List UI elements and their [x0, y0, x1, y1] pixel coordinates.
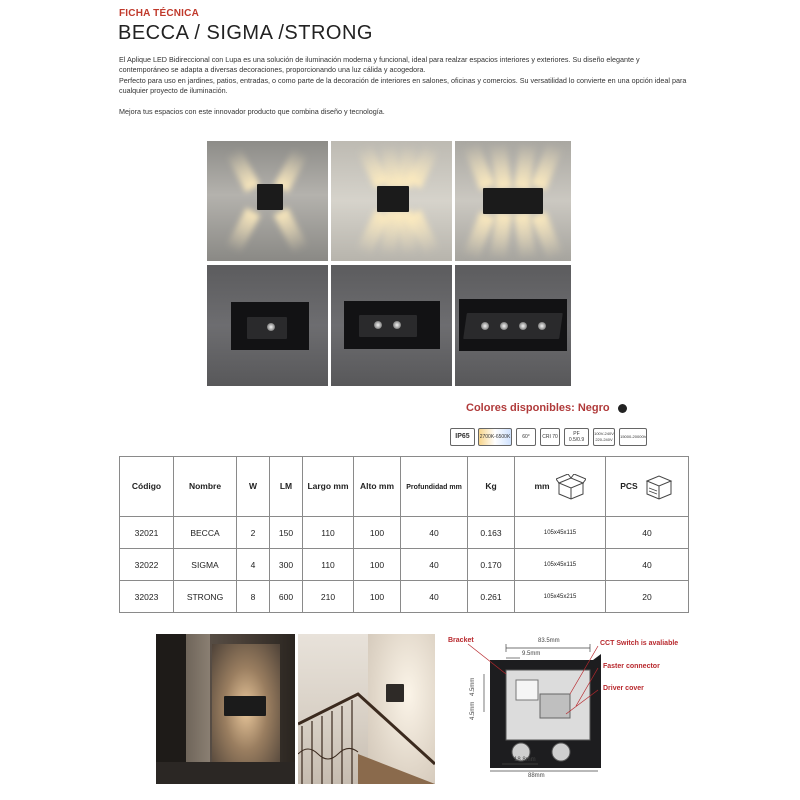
- dimension-label: 4.5mm: [470, 677, 476, 696]
- lifespan-icon: 15000-20000h: [619, 428, 647, 446]
- header-code: Código: [120, 457, 174, 517]
- page-title: BECCA / SIGMA /STRONG: [118, 22, 373, 44]
- header-depth-label: Profundidad mm: [406, 483, 462, 491]
- cell-watts: 2: [237, 517, 270, 549]
- table-header-row: [120, 457, 689, 517]
- strong-product-photo: [455, 265, 571, 386]
- cell-box-size: 105x45x115: [515, 517, 606, 549]
- cell-watts: 4: [237, 549, 270, 581]
- installed-exterior-photo: [156, 634, 295, 784]
- header-box-size-label: mm: [534, 481, 550, 491]
- cell-length: 210: [303, 581, 354, 613]
- cell-watts: 8: [237, 581, 270, 613]
- faster-connector-label: Faster connector: [603, 663, 660, 670]
- dimension-label: 9.5mm: [522, 651, 541, 657]
- cell-height: 100: [354, 517, 401, 549]
- sigma-product-photo: [331, 265, 452, 386]
- dimension-label: 18.8mm: [514, 757, 536, 763]
- voltage-icon: 100V-240V 220-240V: [593, 428, 615, 446]
- diagram-drawing-icon: [446, 634, 702, 782]
- cct-icon: 2700K-6500K: [478, 428, 512, 446]
- table-row: [120, 581, 689, 613]
- technical-diagram: [446, 634, 702, 782]
- cell-name: SIGMA: [174, 549, 237, 581]
- cell-pcs: 20: [606, 581, 689, 613]
- becca-product-photo: [207, 265, 328, 386]
- color-swatch-black: [618, 404, 627, 413]
- header-box-size: [515, 457, 606, 517]
- cell-pcs: 40: [606, 517, 689, 549]
- cell-pcs: 40: [606, 549, 689, 581]
- cell-lumens: 600: [270, 581, 303, 613]
- table-row: [120, 549, 689, 581]
- header-pcs: [606, 457, 689, 517]
- open-box-icon: [556, 474, 586, 500]
- closed-box-icon: [644, 474, 674, 500]
- description-paragraph-1: El Aplique LED Bidireccional con Lupa es una solución de iluminación moderna y funcional, ideal para realzar espacios interiores y exteriores. Su diseño elegante y contemporáneo se adapta a diversas decoraciones, proporcionando una luz cálida y acogedora.: [119, 55, 640, 75]
- header-height: Alto mm: [354, 457, 401, 517]
- cell-weight: 0.170: [468, 549, 515, 581]
- cell-height: 100: [354, 581, 401, 613]
- cell-box-size: 105x45x115: [515, 549, 606, 581]
- description: [119, 55, 689, 117]
- beam-angle-icon: 60°: [516, 428, 536, 446]
- cell-weight: 0.261: [468, 581, 515, 613]
- dimension-label: 83.5mm: [538, 638, 560, 644]
- cell-lumens: 150: [270, 517, 303, 549]
- table-row: [120, 517, 689, 549]
- colors-available-label: Colores disponibles: Negro: [466, 402, 610, 414]
- kicker: FICHA TÉCNICA: [119, 8, 200, 19]
- cell-weight: 0.163: [468, 517, 515, 549]
- cell-depth: 40: [401, 549, 468, 581]
- sigma-wall-photo: [331, 141, 452, 261]
- dimension-label: 88mm: [528, 773, 545, 779]
- cell-code: 32021: [120, 517, 174, 549]
- header-watts: W: [237, 457, 270, 517]
- header-length: Largo mm: [303, 457, 354, 517]
- header-weight: Kg: [468, 457, 515, 517]
- cell-lumens: 300: [270, 549, 303, 581]
- cell-height: 100: [354, 549, 401, 581]
- description-paragraph-2: Perfecto para uso en jardines, patios, entradas, o como parte de la decoración de interiores en salones, oficinas y comercios. Su versatilidad lo convierte en una opción ideal para cualquier proyecto de iluminación.: [119, 75, 687, 96]
- cell-length: 110: [303, 549, 354, 581]
- cell-length: 110: [303, 517, 354, 549]
- header-lumens: LM: [270, 457, 303, 517]
- dimension-label: 4.5mm: [470, 701, 476, 720]
- cell-code: 32023: [120, 581, 174, 613]
- cell-depth: 40: [401, 581, 468, 613]
- ip65-icon: IP65: [450, 428, 475, 446]
- strong-wall-photo: [455, 141, 571, 261]
- header-pcs-label: PCS: [620, 481, 638, 491]
- cell-depth: 40: [401, 517, 468, 549]
- cct-switch-label: CCT Switch is avaliable: [600, 640, 679, 647]
- description-paragraph-3: Mejora tus espacios con este innovador producto que combina diseño y tecnología.: [119, 106, 385, 116]
- power-factor-icon: PF 0.5/0.9: [564, 428, 589, 446]
- driver-cover-label: Driver cover: [603, 685, 644, 692]
- cell-name: BECCA: [174, 517, 237, 549]
- header-name: Nombre: [174, 457, 237, 517]
- cri-icon: CRI 70: [540, 428, 560, 446]
- staircase-railing-icon: [298, 634, 435, 784]
- cell-name: STRONG: [174, 581, 237, 613]
- becca-wall-photo: [207, 141, 328, 261]
- header-depth: [401, 457, 468, 517]
- cell-code: 32022: [120, 549, 174, 581]
- specs-table: [119, 456, 689, 613]
- cell-box-size: 105x45x215: [515, 581, 606, 613]
- bracket-label: Bracket: [448, 637, 474, 644]
- installed-staircase-photo: [298, 634, 435, 784]
